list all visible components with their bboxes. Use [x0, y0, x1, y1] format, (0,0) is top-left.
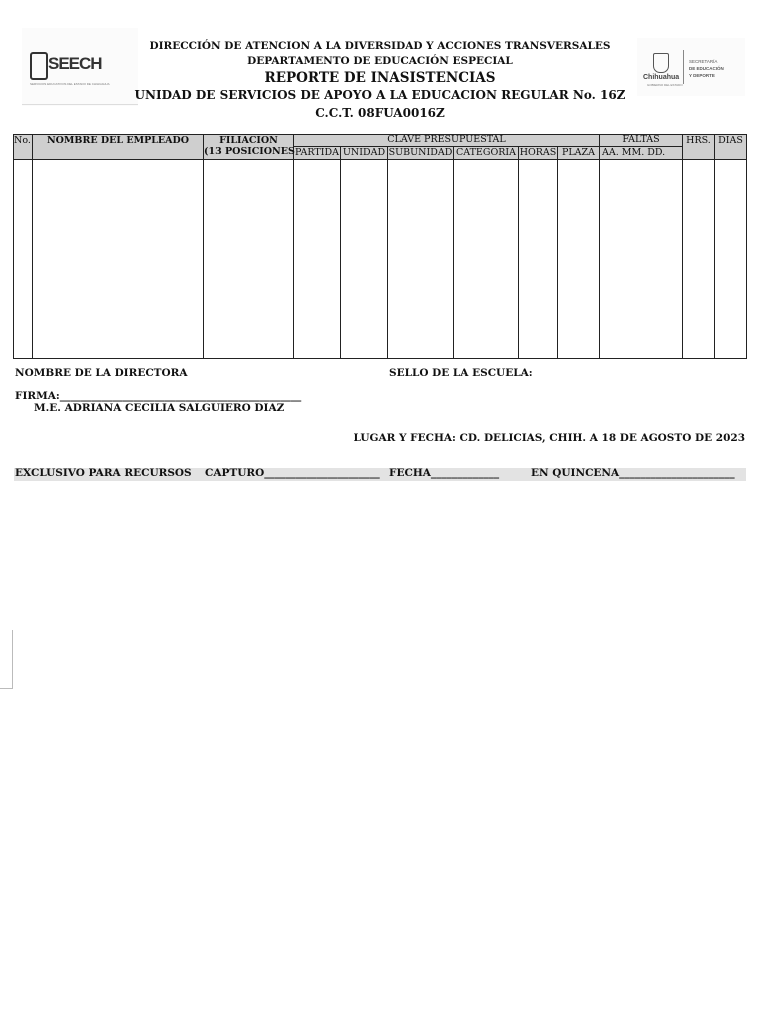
col-filiacion	[204, 135, 294, 160]
col-partida: PARTIDA	[295, 147, 339, 158]
col-categoria: CATEGORIA	[454, 147, 519, 160]
page-edge-mark	[0, 630, 13, 689]
cell-horas[interactable]	[519, 160, 558, 359]
col-unidad: UNIDAD	[341, 147, 388, 160]
header-unidad: UNIDAD DE SERVICIOS DE APOYO A LA EDUCACION REGULAR No. 16Z	[134, 88, 626, 102]
cell-subunidad[interactable]	[388, 160, 454, 359]
col-faltas-fecha: AA. MM. DD.	[600, 147, 683, 160]
col-horas: HORAS	[519, 147, 557, 158]
absence-table	[13, 134, 747, 359]
secretaria-line-3: Y DEPORTE	[689, 73, 715, 78]
sello-escuela-label: SELLO DE LA ESCUELA:	[389, 367, 533, 379]
cell-faltas[interactable]	[600, 160, 683, 359]
col-filiacion-sublabel: (13 POSICIONES	[204, 146, 295, 157]
chihuahua-logo-subtext: GOBIERNO DEL ESTADO	[647, 83, 683, 87]
col-plaza: PLAZA	[558, 147, 600, 160]
lugar-fecha: LUGAR Y FECHA: CD. DELICIAS, CHIH. A 18 DE AGOSTO DE 2023	[353, 432, 745, 444]
seech-logo	[22, 28, 138, 106]
logo-separator	[683, 50, 684, 84]
col-filiacion-label: FILIACION	[219, 135, 278, 146]
cell-partida[interactable]	[294, 160, 341, 359]
fecha-field[interactable]: FECHA_____________	[389, 467, 500, 479]
chihuahua-shield-icon	[653, 53, 669, 73]
header-cct: C.C.T. 08FUA0016Z	[315, 106, 445, 120]
seech-emblem-icon	[30, 52, 48, 80]
secretaria-line-1: SECRETARÍA	[689, 59, 718, 64]
cell-filiacion[interactable]	[204, 160, 294, 359]
cell-no[interactable]	[14, 160, 33, 359]
col-subunidad: SUBUNIDAD	[388, 147, 453, 158]
seech-logo-subtext: SERVICIOS EDUCATIVOS DEL ESTADO DE CHIHUAHUA	[30, 82, 110, 86]
cell-nombre[interactable]	[33, 160, 204, 359]
col-no: No.	[14, 135, 33, 160]
col-nombre: NOMBRE DEL EMPLEADO	[33, 135, 204, 160]
firma-line[interactable]: FIRMA:______________________________________________	[15, 390, 302, 402]
seech-logo-text: SEECH	[48, 54, 102, 73]
cell-categoria[interactable]	[454, 160, 519, 359]
chihuahua-logo	[637, 38, 745, 96]
col-faltas: FALTAS	[600, 135, 683, 147]
table-row	[14, 160, 747, 359]
col-clave-presupuestal: CLAVE PRESUPUESTAL	[294, 135, 600, 147]
col-hrs: HRS.	[683, 135, 715, 160]
header-direccion: DIRECCIÓN DE ATENCION A LA DIVERSIDAD Y ACCIONES TRANSVERSALES	[149, 40, 611, 52]
logo-divider	[22, 104, 138, 105]
cell-dias[interactable]	[715, 160, 747, 359]
capturo-field[interactable]: CAPTURO______________________	[205, 467, 380, 479]
secretaria-text	[689, 58, 724, 79]
report-title: REPORTE DE INASISTENCIAS	[264, 70, 496, 86]
exclusivo-recursos-label: EXCLUSIVO PARA RECURSOS	[15, 467, 192, 479]
header-departamento: DEPARTAMENTO DE EDUCACIÓN ESPECIAL	[247, 55, 513, 67]
col-dias: DIAS	[715, 135, 747, 160]
cell-hrs[interactable]	[683, 160, 715, 359]
directora-name: M.E. ADRIANA CECILIA SALGUIERO DIAZ	[34, 402, 285, 414]
chihuahua-logo-city: Chihuahua	[643, 74, 680, 81]
nombre-directora-label: NOMBRE DE LA DIRECTORA	[15, 367, 188, 379]
table-header-row	[14, 135, 747, 147]
quincena-field[interactable]: EN QUINCENA______________________	[531, 467, 735, 479]
cell-plaza[interactable]	[558, 160, 600, 359]
secretaria-line-2: DE EDUCACIÓN	[689, 66, 724, 71]
cell-unidad[interactable]	[341, 160, 388, 359]
